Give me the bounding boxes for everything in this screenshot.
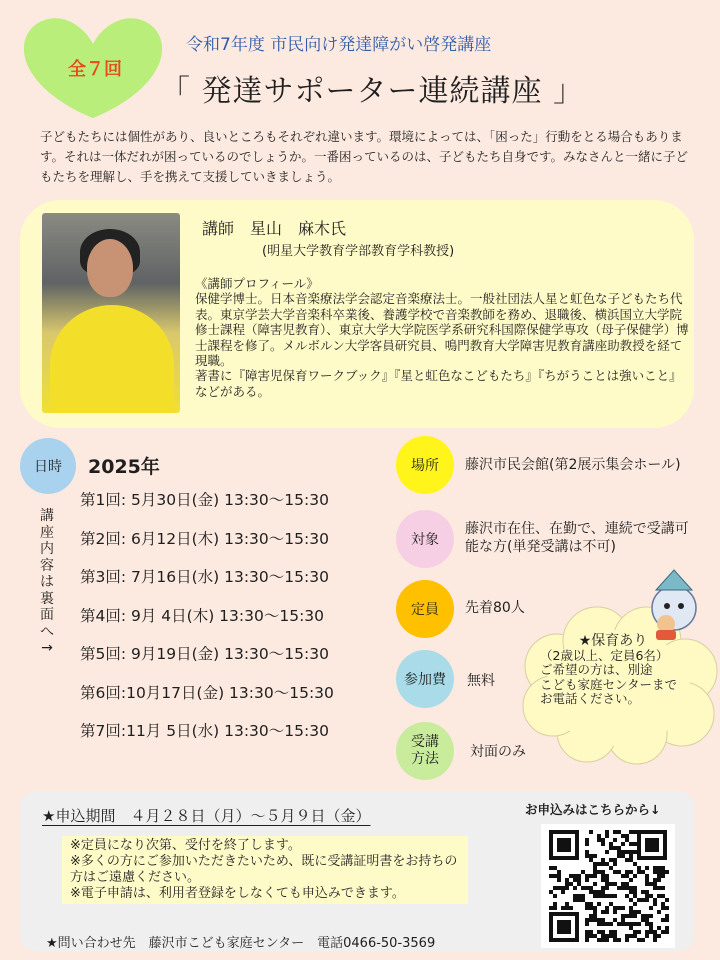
lecturer-affiliation: (明星大学教育学部教育学科教授)	[262, 244, 455, 259]
lecturer-name: 講師 星山 麻木氏	[202, 219, 347, 238]
childcare-text: ★保育あり （2歳以上、定員6名） ご希望の方は、別途 こども家庭センターまで お電話ください。	[540, 634, 706, 707]
reverse-side-note: 講 座 内 容 は 裏 面 へ →	[40, 508, 54, 656]
apply-label: お申込みはこちらから↓	[525, 802, 661, 817]
session-list	[80, 488, 334, 758]
childcare-title: ★保育あり	[578, 633, 648, 649]
lecturer-profile	[195, 276, 689, 399]
target-text: 藤沢市在住、在勤で、連続で受講可能な方(単発受講は不可)	[465, 521, 689, 555]
profile-label: 《講師プロフィール》	[195, 276, 319, 291]
target-badge: 対象	[396, 510, 454, 568]
session-item: 第3回: 7月16日(水) 13:30～15:30	[80, 568, 329, 586]
intro-text: 子どもたちには個性があり、良いところもそれぞれ違います。環境によっては、「困った」行動をとる場合もあります。それは一体だれが困っているのでしょうか。一番困っているのは、子どもたち自身です。みなさんと一緒に子どもたちを理解し、手を携えて支援していきましょう。	[40, 129, 689, 184]
lecturer-photo	[42, 213, 180, 413]
application-period: ★申込期間 ４月２８日（月）～５月９日（金）	[42, 807, 371, 825]
application-notes: ※定員になり次第、受付を終了します。 ※多くの方にご参加いただきたいため、既に受講証明書をお持ちの方はご遠慮ください。 ※電子申請は、利用者登録をしなくても申込みできます。	[62, 836, 468, 904]
fee-badge: 参加費	[396, 650, 454, 708]
heart-label: 全７回	[68, 59, 122, 80]
page-title: 「 発達サポーター連続講座 」	[160, 74, 585, 109]
session-item: 第7回:11月 5日(水) 13:30～15:30	[80, 722, 329, 740]
place-badge: 場所	[396, 436, 454, 494]
profile-books: 著書に『障害児保育ワークブック』『星と虹色なこどもたち』『ちがうことは強いこと』などがある。	[195, 368, 682, 399]
place-text: 藤沢市民会館(第2展示集会ホール)	[465, 457, 681, 473]
method-text: 対面のみ	[470, 744, 526, 760]
subtitle: 令和7年度 市民向け発達障がい啓発講座	[186, 35, 492, 55]
contact-info: ★問い合わせ先 藤沢市こども家庭センター 電話0466-50-3569	[46, 936, 436, 951]
datetime-badge: 日時	[20, 438, 76, 494]
session-item: 第6回:10月17日(金) 13:30～15:30	[80, 683, 334, 702]
qr-code[interactable]	[541, 824, 675, 948]
session-item: 第5回: 9月19日(金) 13:30～15:30	[80, 645, 329, 663]
session-item: 第2回: 6月12日(木) 13:30～15:30	[80, 529, 329, 548]
schedule-year: 2025年	[88, 456, 160, 478]
session-item: 第4回: 9月 4日(木) 13:30～15:30	[80, 606, 325, 625]
mascot-illustration	[636, 568, 716, 642]
fee-text: 無料	[467, 673, 495, 689]
capacity-text: 先着80人	[465, 600, 525, 616]
session-item: 第1回: 5月30日(金) 13:30～15:30	[80, 491, 329, 509]
method-badge: 受講 方法	[396, 722, 454, 780]
capacity-badge: 定員	[396, 580, 454, 638]
profile-text: 保健学博士。日本音楽療法学会認定音楽療法士。一般社団法人星と虹色な子どもたち代表。東京学芸大学音楽科卒業後、養護学校で音楽教師を務め、退職後、横浜国立大学院修士課程（障害児教育）、東京大学大学院医学系研究科国際保健学専攻（母子保健学）博士課程を修了。メルボルン大学客員研究員、鳴門教育大学障害児教育講座助教授を経て現職。	[195, 291, 689, 369]
